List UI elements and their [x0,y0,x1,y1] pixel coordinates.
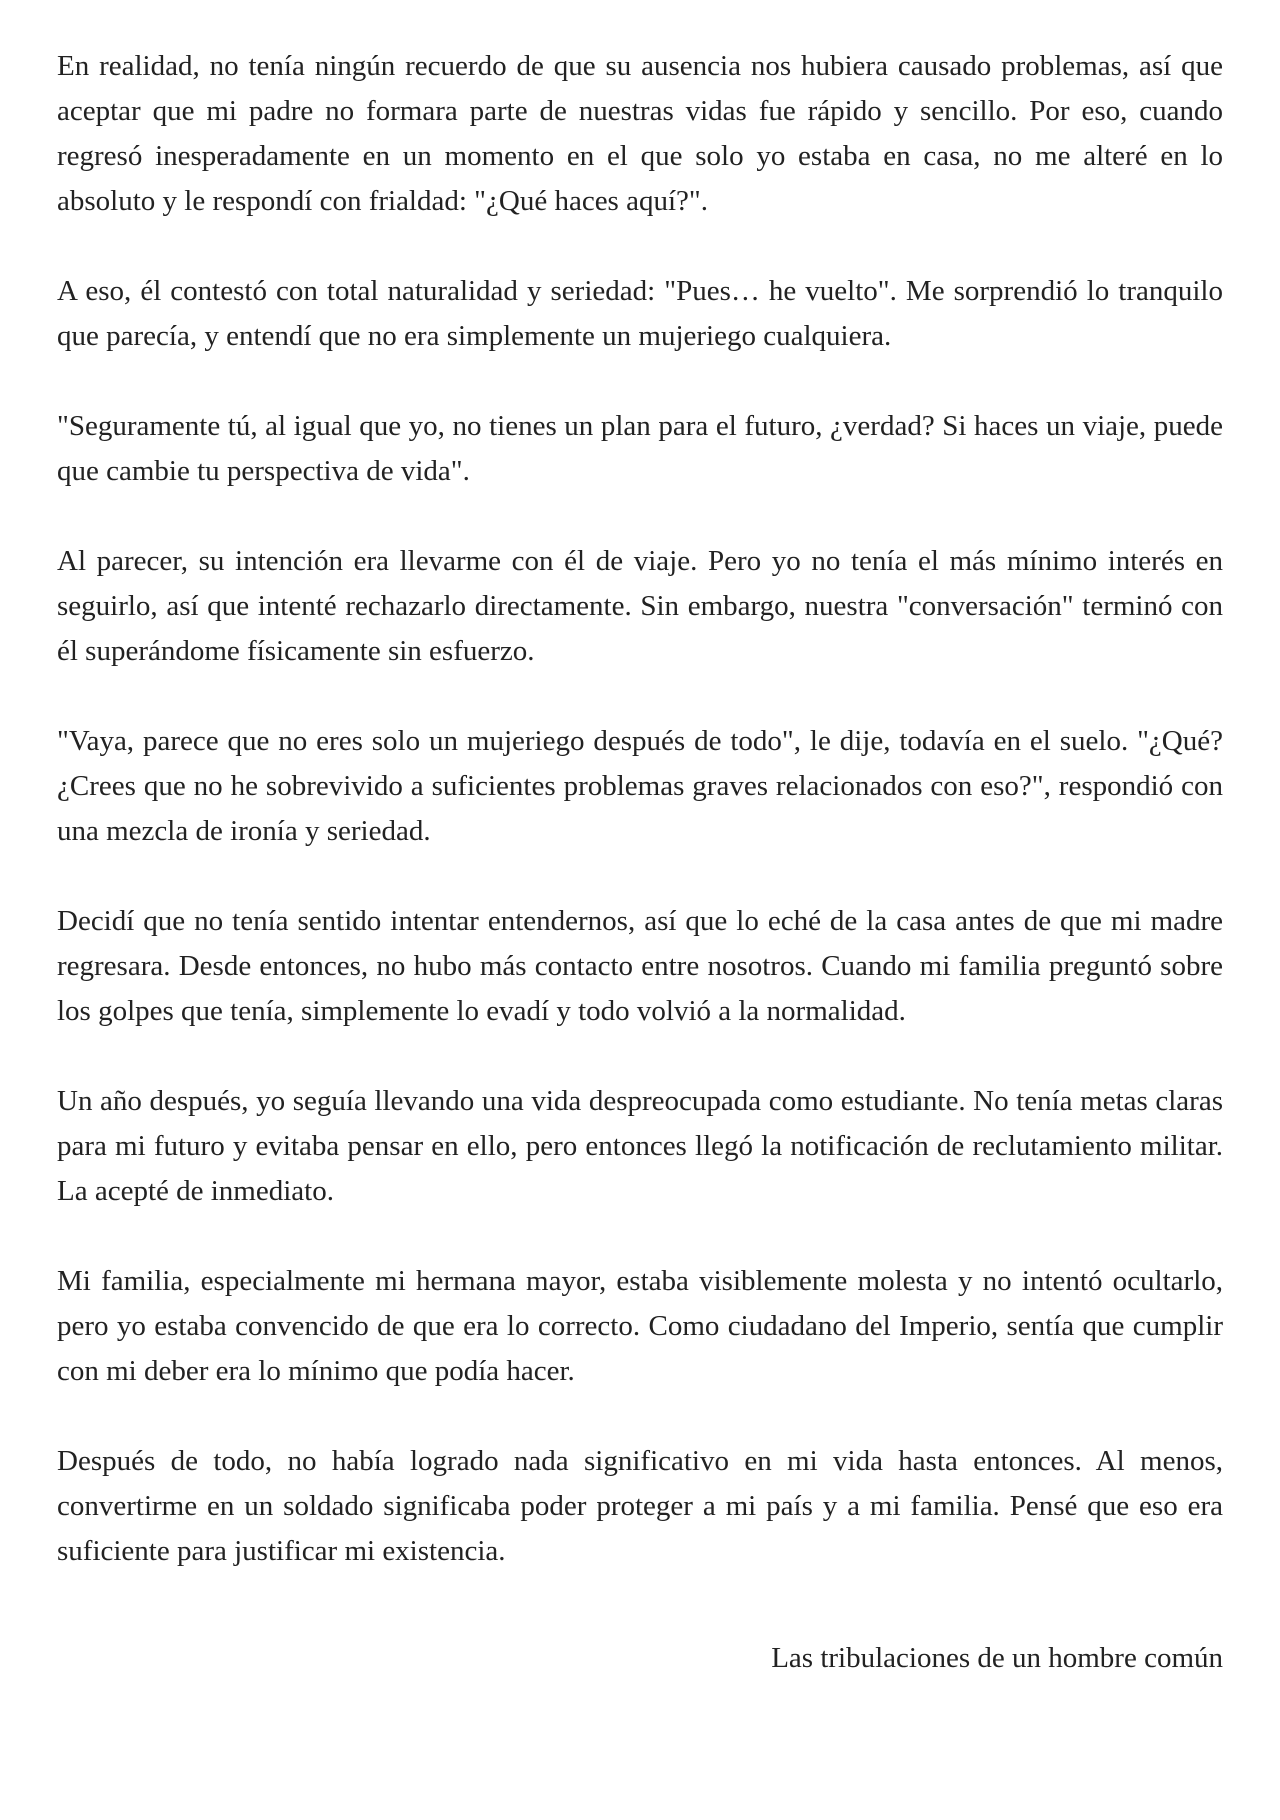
paragraph-9: Después de todo, no había logrado nada significativo en mi vida hasta entonces. Al menos, convertirme en un soldado significaba poder proteger a mi país y a mi familia. Pensé que eso era suficiente para justificar mi existencia. [57,1445,1223,1567]
paragraph-4: Al parecer, su intención era llevarme con él de viaje. Pero yo no tenía el más mínimo interés en seguirlo, así que intenté rechazarlo directamente. Sin embargo, nuestra "conversación" terminó con él superándome físicamente sin esfuerzo. [57,545,1223,667]
book-title-footer: Las tribulaciones de un hombre común [771,1642,1223,1674]
paragraph-3: "Seguramente tú, al igual que yo, no tienes un plan para el futuro, ¿verdad? Si haces un viaje, puede que cambie tu perspectiva de vida". [57,410,1223,487]
paragraph-7: Un año después, yo seguía llevando una vida despreocupada como estudiante. No tenía metas claras para mi futuro y evitaba pensar en ello, pero entonces llegó la notificación de reclutamiento militar. La acepté de inmediato. [57,1085,1223,1207]
paragraph-6: Decidí que no tenía sentido intentar entendernos, así que lo eché de la casa antes de que mi madre regresara. Desde entonces, no hubo más contacto entre nosotros. Cuando mi familia preguntó sobre los golpes que tenía, simplemente lo evadí y todo volvió a la normalidad. [57,905,1223,1027]
paragraph-5: "Vaya, parece que no eres solo un mujeriego después de todo", le dije, todavía en el suelo. "¿Qué? ¿Crees que no he sobrevivido a suficientes problemas graves relacionados con eso?", respondió con una mezcla de ironía y seriedad. [57,725,1223,847]
paragraph-2: A eso, él contestó con total naturalidad y seriedad: "Pues… he vuelto". Me sorprendió lo tranquilo que parecía, y entendí que no era simplemente un mujeriego cualquiera. [57,275,1223,352]
paragraph-1: En realidad, no tenía ningún recuerdo de que su ausencia nos hubiera causado problemas, así que aceptar que mi padre no formara parte de nuestras vidas fue rápido y sencillo. Por eso, cuando regresó inesperadamente en un momento en el que solo yo estaba en casa, no me alteré en lo absoluto y le respondí con frialdad: "¿Qué haces aquí?". [57,50,1223,217]
page-body [57,44,1223,1619]
paragraph-8: Mi familia, especialmente mi hermana mayor, estaba visiblemente molesta y no intentó ocultarlo, pero yo estaba convencido de que era lo correcto. Como ciudadano del Imperio, sentía que cumplir con mi deber era lo mínimo que podía hacer. [57,1265,1223,1387]
